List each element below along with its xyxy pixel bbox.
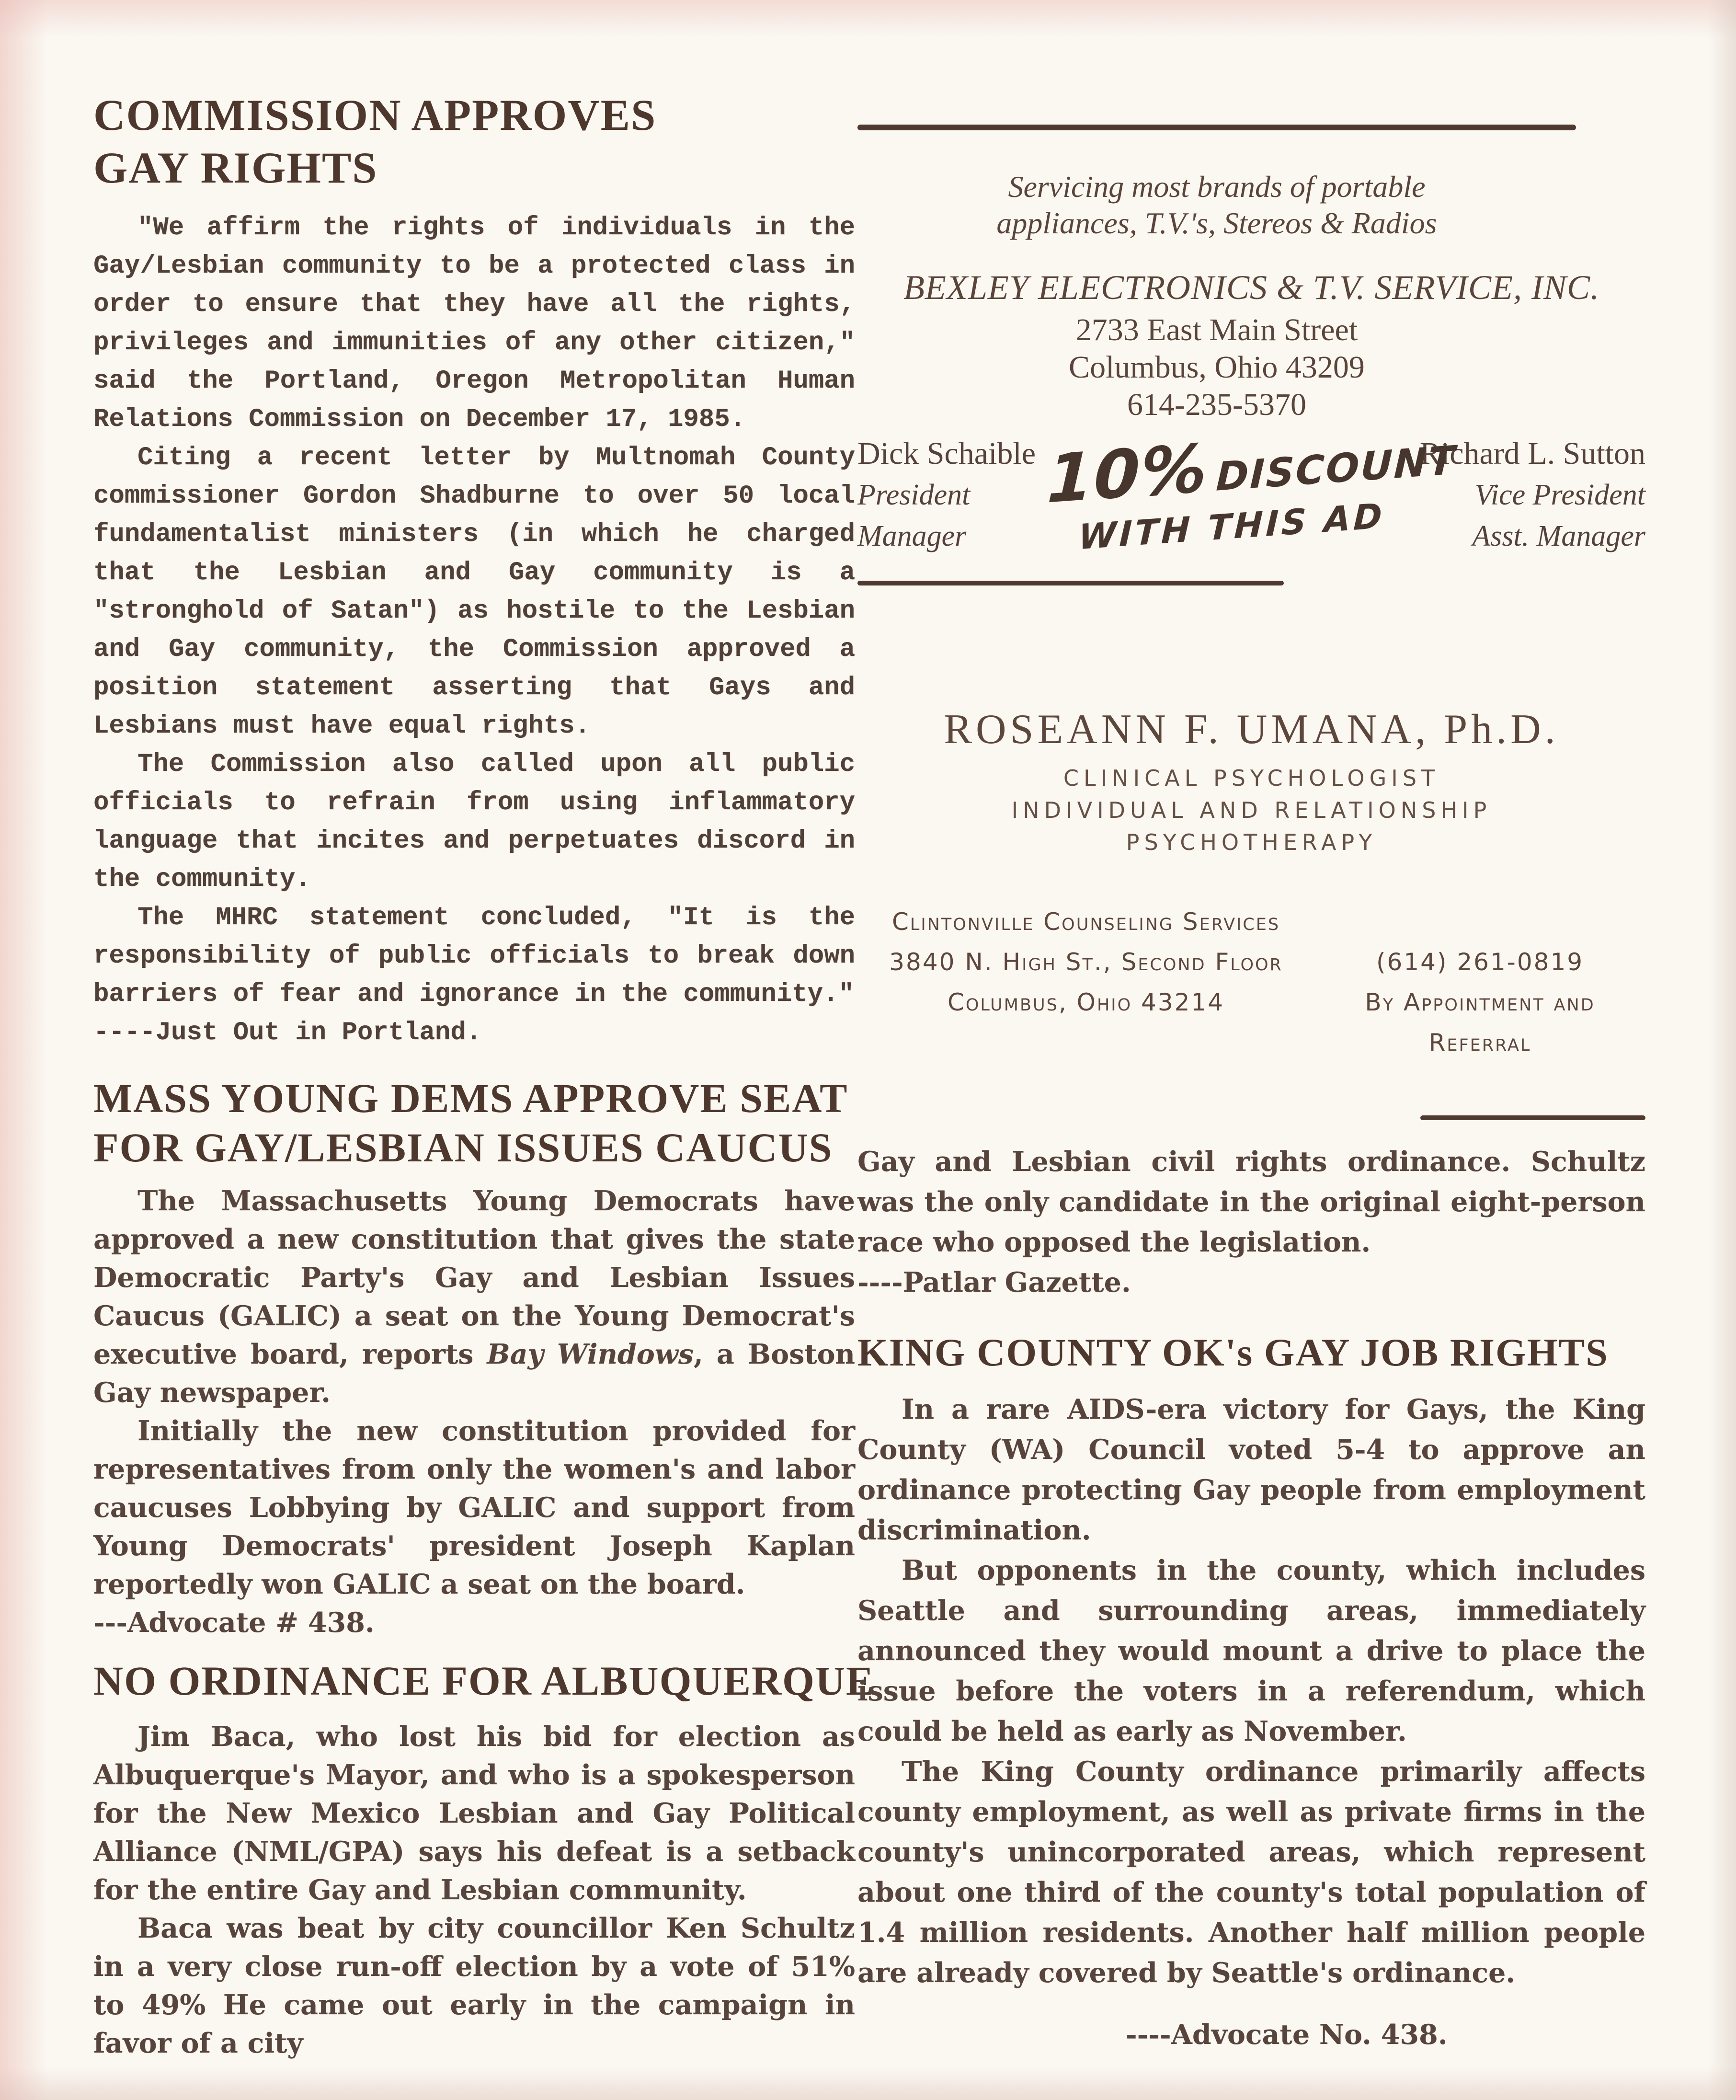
paragraph: [93, 1182, 855, 1412]
discount-word: DISCOUNT: [1215, 437, 1457, 500]
address-city: Columbus, Ohio 43209: [1069, 350, 1365, 385]
paragraph: The MHRC statement concluded, "It is the responsibility of public officials to break down barriers of fear and ignorance in the community.": [93, 903, 855, 1009]
source-attribution: ----Just Out in Portland.: [93, 1018, 482, 1047]
article-title-mass-young-dems: [93, 1074, 855, 1172]
paragraph: But opponents in the county, which includes Seattle and surrounding areas, immediately announced they would mount a drive to place the issue before the voters in a referendum, which could be held as early as November.: [857, 1554, 1645, 1748]
specialty-line: PSYCHOTHERAPY: [1126, 829, 1377, 855]
title-line: FOR GAY/LESBIAN ISSUES CAUCUS: [93, 1124, 833, 1170]
ad-officers-row: [857, 429, 1645, 558]
specialty-line: INDIVIDUAL AND RELATIONSHIP: [1011, 797, 1492, 823]
paragraph: In a rare AIDS-era victory for Gays, the King County (WA) Council voted 5-4 to approve an ordinance protecting Gay people from employment discrimination.: [857, 1393, 1645, 1547]
article-title-commission-approves: [93, 89, 855, 195]
source-attribution: ---Advocate # 438.: [93, 1607, 375, 1639]
discount-condition: WITH THIS AD: [1077, 495, 1386, 558]
article-continuation-schultz: [857, 1142, 1645, 1303]
horizontal-rule: [857, 125, 1576, 130]
paragraph: Initially the new constitution provided for representatives from only the women's and labor caucuses Lobbying by GALIC and support from Young Democrats' president Joseph Kaplan reportedly won GALIC a seat on the board.: [93, 1415, 855, 1601]
scan-edge-tint-right: [1707, 0, 1736, 2100]
paragraph-text: The Massachusetts Young Democrats have approved a new constitution that gives the state Democratic Party's Gay and Lesbian Issues Caucus (GALIC) a seat on the Young Democrat's executive board, reports: [93, 1185, 855, 1371]
paragraph-text: , a Boston Gay newspaper.: [93, 1338, 855, 1409]
article-body-no-ordinance: [93, 1718, 855, 2063]
officer-name: Richard L. Sutton: [1419, 436, 1645, 471]
article-body-commission: [93, 209, 855, 1052]
counseling-contact-block: [1314, 902, 1645, 1063]
discount-amount: 10%: [1045, 429, 1210, 518]
ad-tagline: [857, 169, 1576, 241]
scan-edge-tint-left: [0, 0, 48, 2100]
officer-left: [857, 433, 1036, 557]
title-line: COMMISSION APPROVES: [93, 91, 657, 139]
handwritten-discount-note: [1044, 415, 1457, 570]
paragraph: Baca was beat by city councillor Ken Schultz in a very close run-off election by a vote of 51% to 49% He came out early in the campaign in favor of a city: [93, 1912, 855, 2060]
scan-edge-tint-bottom: [0, 2066, 1736, 2100]
officer-title: Vice President: [1474, 479, 1645, 511]
title-line: KING COUNTY OK's GAY JOB RIGHTS: [857, 1331, 1609, 1374]
address-street: 2733 East Main Street: [1075, 312, 1358, 347]
title-line: GAY RIGHTS: [93, 143, 378, 193]
umana-ad: [857, 705, 1645, 859]
bexley-ad: [857, 169, 1576, 241]
officer-role: Asst. Manager: [1472, 520, 1645, 552]
counseling-address-block: [857, 902, 1314, 1063]
company-name: BEXLEY ELECTRONICS & T.V. SERVICE, INC.: [903, 268, 1600, 307]
horizontal-rule: [1420, 1115, 1645, 1120]
article-title-no-ordinance: [93, 1656, 875, 1706]
paragraph: Jim Baca, who lost his bid for election as Albuquerque's Mayor, and who is a spokesperson for the New Mexico Lesbian and Gay Political Alliance (NML/GPA) says his defeat is a setback for the entire Gay and Lesbian community.: [93, 1721, 855, 1906]
specialty-line: CLINICAL PSYCHOLOGIST: [1063, 765, 1440, 791]
scan-edge-tint-top: [0, 0, 1736, 38]
officer-role: Manager: [857, 520, 967, 552]
org-city: Columbus, Ohio 43214: [947, 988, 1225, 1016]
counseling-services-block: [857, 902, 1645, 1063]
paragraph: Citing a recent letter by Multnomah County commissioner Gordon Shadburne to over 50 local fundamentalist ministers (in which he charged that the Lesbian and Gay community is a "stronghold of Satan") as hostile to the Lesbian and Gay community, the Commission approved a position statement asserting that Gays and Lesbians must have equal rights.: [93, 443, 855, 741]
company-address: [857, 311, 1576, 424]
org-address: 3840 N. High St., Second Floor: [889, 948, 1283, 976]
paragraph: "We affirm the rights of individuals in the Gay/Lesbian community to be a protected class in order to ensure that they have all the rights, privileges and immunities of any other citizen," said the Portland, Oregon Metropolitan Human Relations Commission on December 17, 1985.: [93, 213, 855, 434]
paragraph: The King County ordinance primarily affects county employment, as well as private firms in the county's unincorporated areas, which represent about one third of the county's total population of 1.4 million residents. Another half million people are already covered by Seattle's ordinance.: [857, 1756, 1645, 1989]
right-column: [857, 125, 1645, 2055]
org-name: Clintonville Counseling Services: [891, 908, 1280, 936]
tagline-line: appliances, T.V.'s, Stereos & Radios: [996, 206, 1437, 240]
org-note: By Appointment and Referral: [1365, 988, 1595, 1056]
title-line: NO ORDINANCE FOR ALBUQUERQUE: [93, 1658, 875, 1704]
phone-number: 614-235-5370: [1127, 387, 1306, 422]
article-body-king-county: [857, 1389, 1645, 2055]
source-attribution: ----Advocate No. 438.: [1126, 2019, 1448, 2051]
horizontal-rule: [857, 581, 1284, 585]
article-title-king-county: [857, 1329, 1645, 1376]
article-body-mass-young-dems: [93, 1182, 855, 1642]
org-phone: (614) 261-0819: [1376, 948, 1584, 976]
paragraph: Gay and Lesbian civil rights ordinance. Schultz was the only candidate in the original eight-person race who opposed the legislation.: [857, 1146, 1645, 1258]
title-line: MASS YOUNG DEMS APPROVE SEAT: [93, 1075, 848, 1121]
psychologist-name: ROSEANN F. UMANA, Ph.D.: [944, 706, 1559, 753]
officer-name: Dick Schaible: [857, 436, 1036, 471]
paragraph: The Commission also called upon all public officials to refrain from using inflammatory language that incites and perpetuates discord in the community.: [93, 749, 855, 894]
publication-name: Bay Windows: [487, 1338, 694, 1371]
officer-title: President: [857, 479, 971, 511]
source-attribution: ----Patlar Gazette.: [857, 1266, 1131, 1298]
tagline-line: Servicing most brands of portable: [1008, 170, 1426, 204]
left-column: [93, 89, 875, 2063]
